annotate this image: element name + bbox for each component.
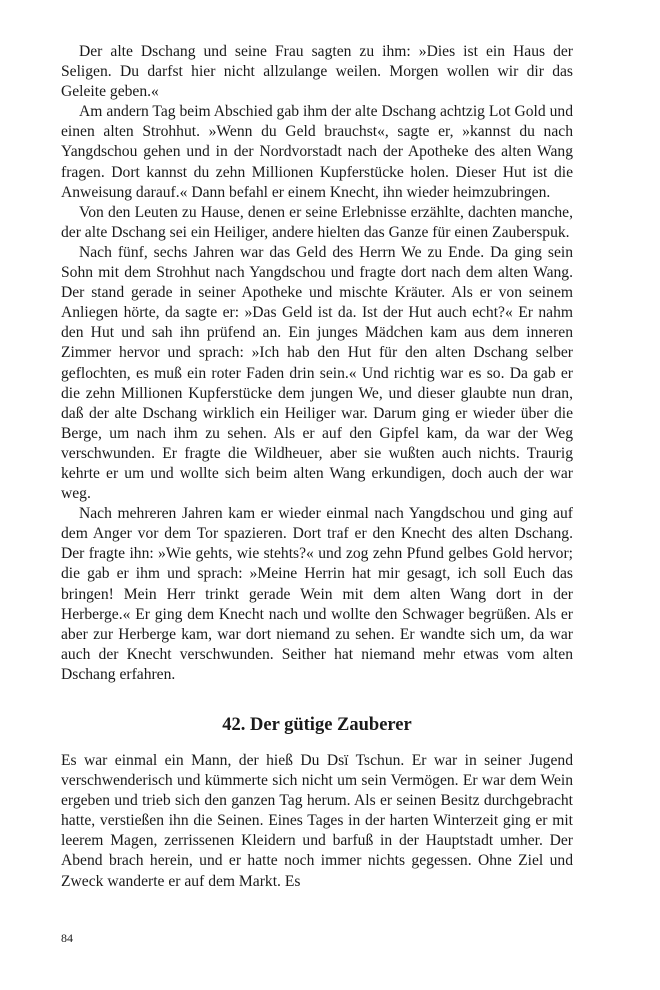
- book-page: [61, 42, 573, 892]
- paragraph: Der alte Dschang und seine Frau sagten zu ihm: »Dies ist ein Haus der Seligen. Du darfst hier nicht allzulange weilen. Morgen wollen wir dir das Geleite geben.«: [61, 43, 573, 101]
- story-continuation: [61, 42, 573, 685]
- paragraph: Am andern Tag beim Abschied gab ihm der alte Dschang achtzig Lot Gold und einen alten Strohhut. »Wenn du Geld brauchst«, sagte er, »kannst du nach Yangdschou gehen und in der Nordvorstadt nach der Apotheke des alten Wang fragen. Dort kannst du zehn Millionen Kupferstücke holen. Dieser Hut ist die Anweisung darauf.« Dann befahl er einem Knecht, ihn wieder heimzubringen.: [61, 103, 573, 201]
- page-number: 84: [61, 931, 73, 945]
- paragraph: Nach mehreren Jahren kam er wieder einmal nach Yangdschou und ging auf dem Anger vor dem Tor spazieren. Dort traf er den Knecht des alten Dschang. Der fragte ihn: »Wie gehts, wie stehts?« und zog zehn Pfund gelbes Gold hervor; die gab er ihm und sprach: »Meine Herrin hat mir gesagt, ich soll Euch das bringen! Mein Herr trinkt gerade Wein mit dem alten Wang dort in der Herberge.« Er ging dem Knecht nach und wollte den Schwager begrüßen. Als er aber zur Herberge kam, war dort niemand zu sehen. Er wandte sich um, da war auch der Knecht verschwunden. Seither hat niemand mehr etwas vom alten Dschang erfahren.: [61, 505, 573, 683]
- chapter-heading: 42. Der gütige Zauberer: [222, 715, 412, 735]
- paragraph: Von den Leuten zu Hause, denen er seine Erlebnisse erzählte, dachten manche, der alte Dschang sei ein Heiliger, andere hielten das Ganze für einen Zauberspuk.: [61, 203, 573, 241]
- chapter-body: [61, 751, 573, 892]
- paragraph: Es war einmal ein Mann, der hieß Du Dsï Tschun. Er war in seiner Jugend verschwenderisch und kümmerte sich nicht um sein Vermögen. Er war dem Wein ergeben und trieb sich den ganzen Tag herum. Als er seinen Besitz durchgebracht hatte, verstießen ihn die Seinen. Eines Tages in der harten Winterzeit ging er mit leerem Magen, zerrissenen Kleidern und barfuß in der Hauptstadt umher. Der Abend brach herein, und er hatte noch immer nichts gegessen. Ohne Ziel und Zweck wanderte er auf dem Markt. Es: [61, 752, 573, 890]
- paragraph: Nach fünf, sechs Jahren war das Geld des Herrn We zu Ende. Da ging sein Sohn mit dem Strohhut nach Yangdschou und fragte dort nach dem alten Wang. Der stand gerade in seiner Apotheke und mischte Kräuter. Als er von seinem Anliegen hörte, da sagte er: »Das Geld ist da. Ist der Hut auch echt?« Er nahm den Hut und sah ihn prüfend an. Ein junges Mädchen kam aus dem inneren Zimmer hervor und sprach: »Ich hab den Hut für den alten Dschang selber geflochten, es muß ein roter Faden drin sein.« Und richtig war es so. Da gab er die zehn Millionen Kupferstücke dem jungen We, und dieser glaubte nun dran, daß der alte Dschang wirklich ein Heiliger war. Darum ging er wieder über die Berge, um nach ihm zu sehen. Als er auf den Gipfel kam, da war der Weg verschwunden. Er fragte die Wildheuer, aber sie wußten auch nichts. Traurig kehrte er um und wollte sich beim alten Wang erkundigen, doch auch der war weg.: [61, 243, 573, 503]
